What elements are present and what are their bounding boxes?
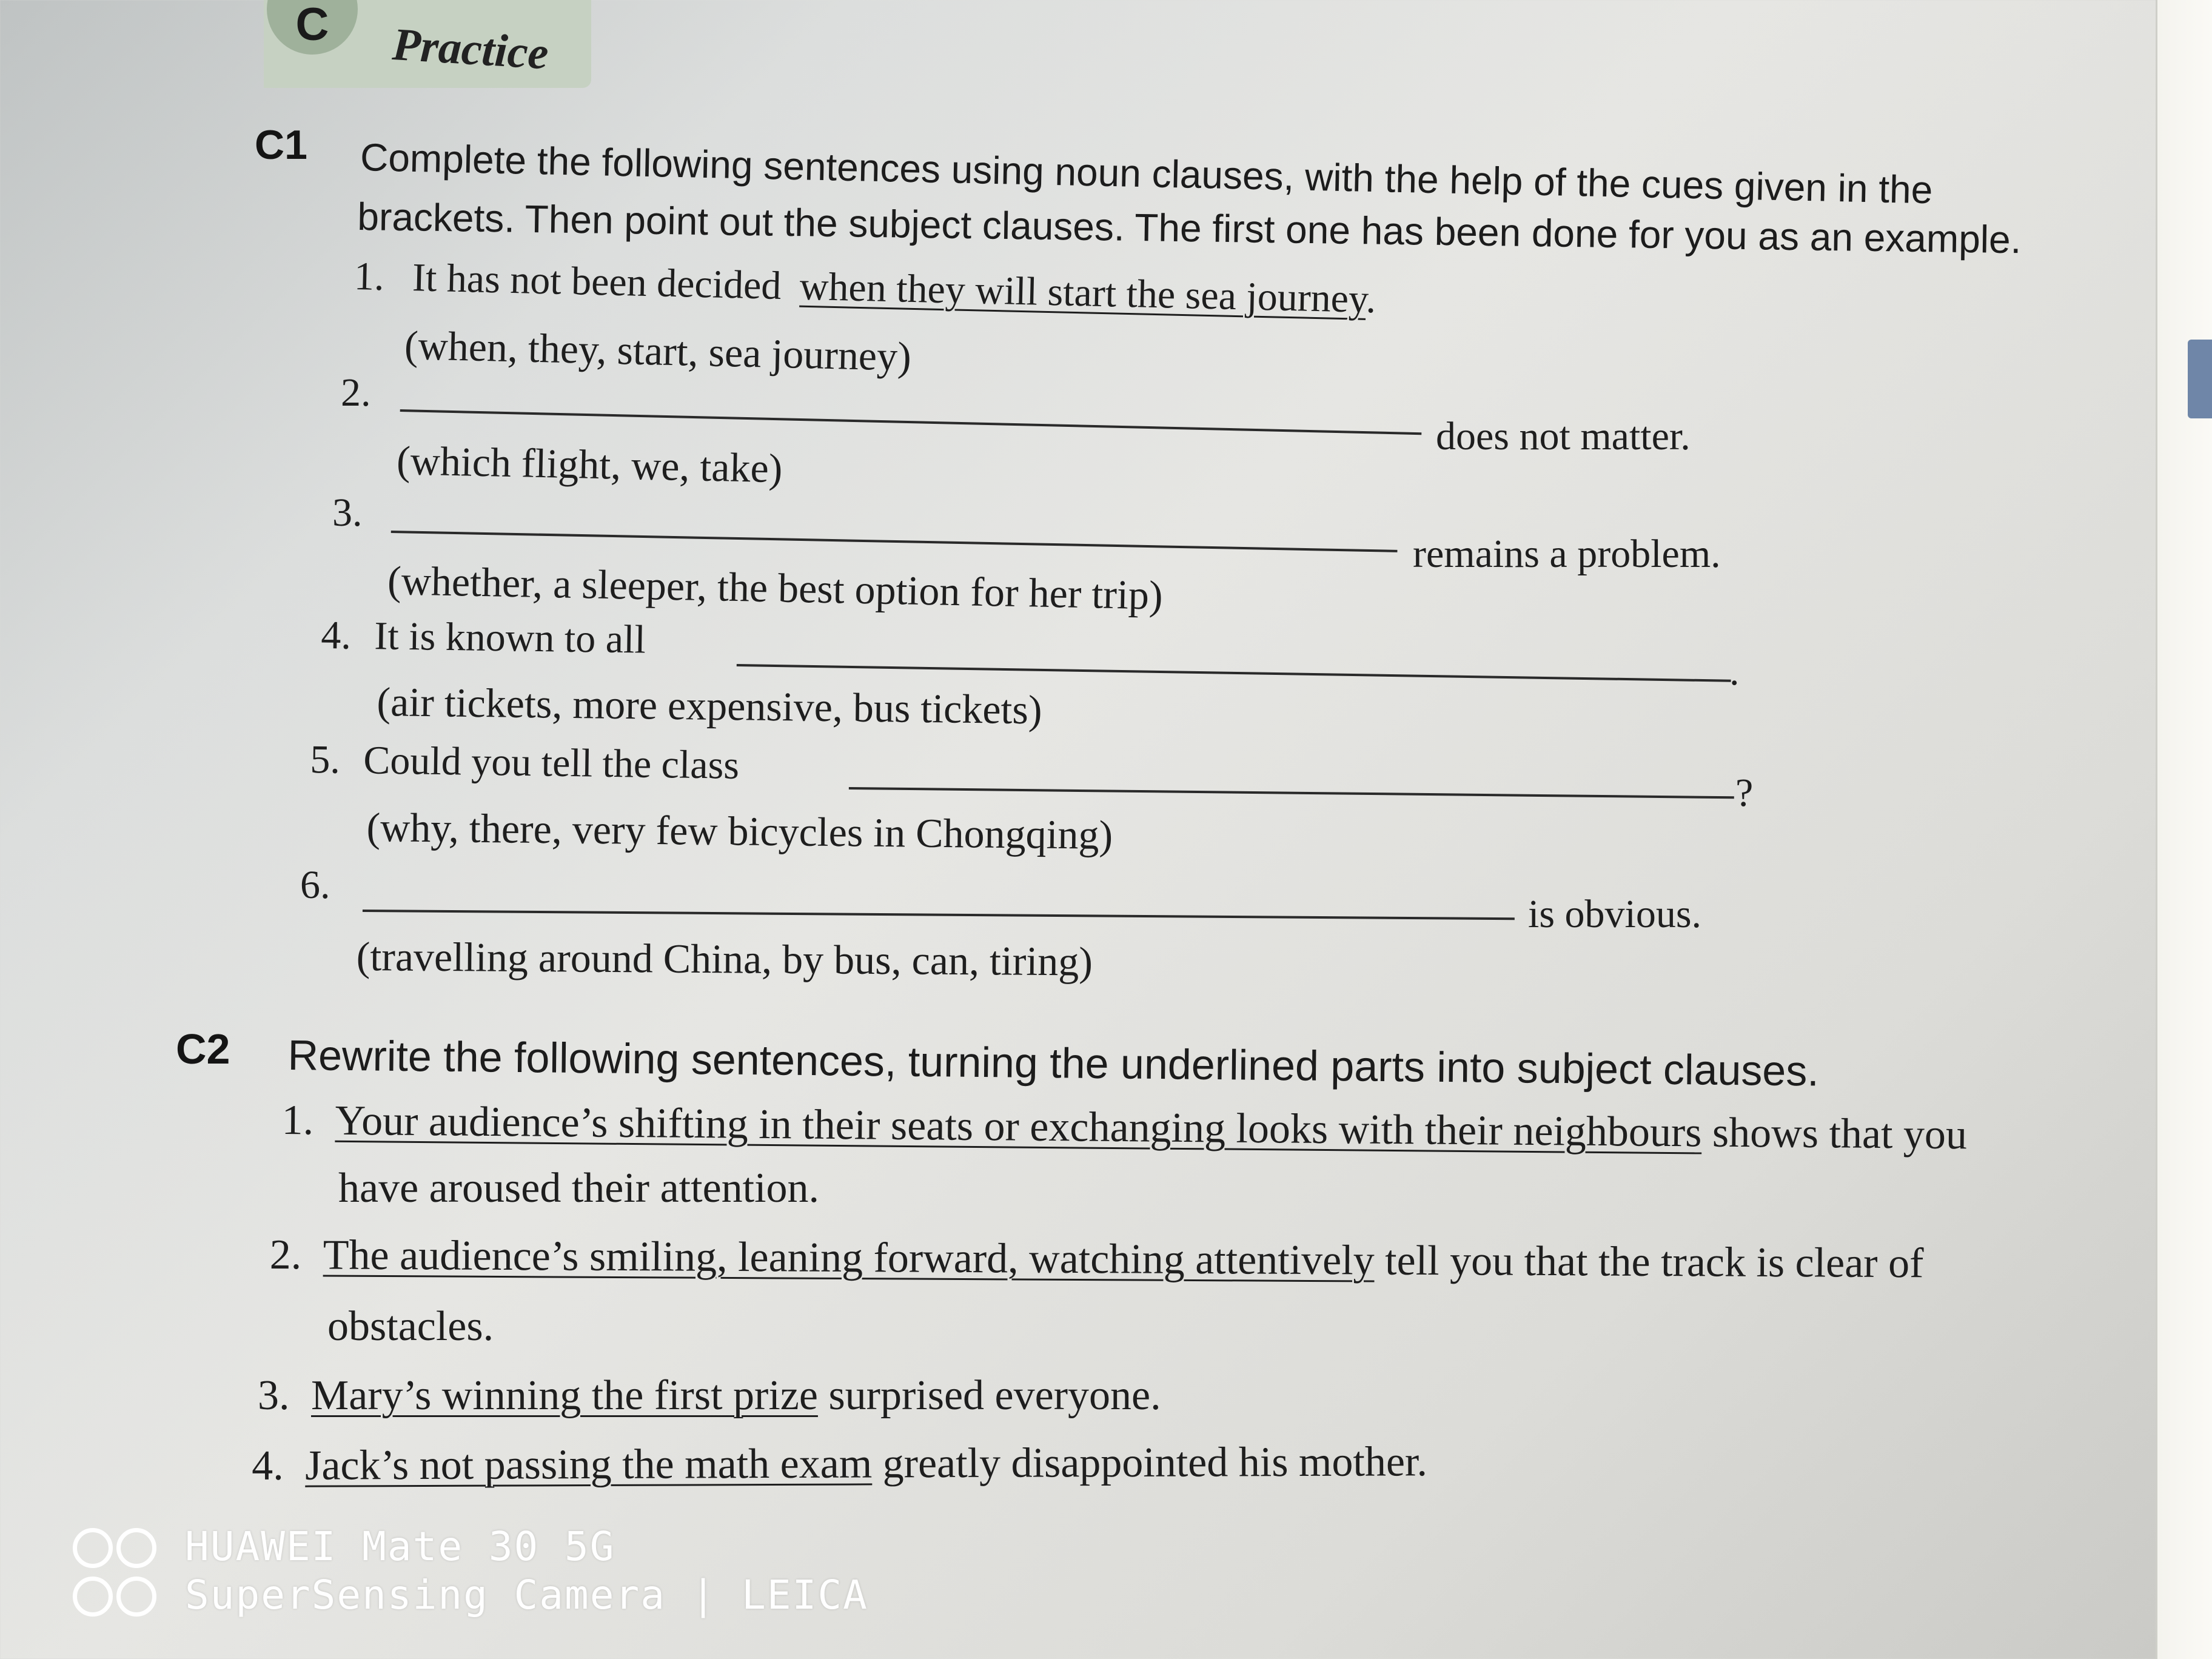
c1-item-6-number: 6. bbox=[300, 863, 330, 907]
c1-item-3-blank bbox=[391, 525, 1398, 552]
c2-item-1-rest: shows that you bbox=[1701, 1109, 1968, 1159]
c1-item-2-post: does not matter. bbox=[1436, 414, 1691, 458]
c2-item-4 bbox=[252, 1438, 1427, 1490]
c1-item-6-post: is obvious. bbox=[1528, 892, 1702, 936]
c1-instruction-line-1: Complete the following sentences using noun clauses, with the help of the cues given in the bbox=[360, 135, 1934, 212]
c2-item-3-underlined: Mary’s winning the first prize bbox=[311, 1372, 818, 1419]
c2-item-4-number: 4. bbox=[252, 1442, 284, 1489]
c1-item-5 bbox=[310, 737, 740, 789]
c1-item-5-number: 5. bbox=[309, 737, 341, 782]
c1-item-2-number: 2. bbox=[341, 370, 371, 415]
c1-item-2-hint: (which flight, we, take) bbox=[396, 437, 783, 492]
c2-item-3-number: 3. bbox=[258, 1372, 290, 1419]
c1-item-3-number: 3. bbox=[332, 491, 363, 535]
c1-item-5-pre: Could you tell the class bbox=[363, 738, 740, 788]
section-title: Practice bbox=[390, 18, 550, 79]
c2-item-1 bbox=[281, 1096, 1967, 1159]
c2-item-2-underlined: The audience’s smiling, leaning forward, watching attentively bbox=[323, 1232, 1375, 1284]
section-letter-badge: C bbox=[267, 0, 358, 55]
c1-instruction-line-2: brackets. Then point out the subject clauses. The first one has been done for you as an example. bbox=[357, 194, 2022, 262]
c1-item-4-blank bbox=[737, 658, 1731, 682]
next-page-edge bbox=[2156, 0, 2212, 1659]
c2-item-2 bbox=[270, 1231, 1924, 1288]
watermark-line-2: SuperSensing Camera | LEICA bbox=[185, 1572, 868, 1618]
c1-item-1-answer: when they will start the sea journey bbox=[799, 264, 1367, 321]
c2-item-2-number: 2. bbox=[269, 1232, 302, 1279]
exercise-c2-label: C2 bbox=[176, 1025, 230, 1073]
c2-item-1-number: 1. bbox=[281, 1097, 314, 1144]
c2-item-3 bbox=[258, 1372, 1161, 1420]
c1-item-1-number: 1. bbox=[354, 253, 385, 300]
c1-item-1 bbox=[354, 253, 1376, 323]
c1-item-1-pre: It has not been decided bbox=[412, 255, 782, 308]
c2-item-2-rest: tell you that the track is clear of bbox=[1374, 1237, 1924, 1287]
page-tab-marker bbox=[2188, 340, 2212, 418]
c2-item-4-underlined: Jack’s not passing the math exam bbox=[305, 1440, 873, 1489]
c1-item-5-post: ? bbox=[1735, 771, 1754, 815]
c1-item-1-post: . bbox=[1365, 276, 1377, 322]
c1-item-5-hint: (why, there, very few bicycles in Chongqing) bbox=[366, 804, 1113, 858]
c1-item-4 bbox=[321, 612, 646, 663]
c1-item-4-number: 4. bbox=[320, 612, 352, 658]
c2-item-3-rest: surprised everyone. bbox=[817, 1372, 1161, 1419]
c1-item-6-hint: (travelling around China, by bus, can, tiring) bbox=[356, 933, 1093, 985]
c1-item-6-blank bbox=[363, 903, 1515, 920]
c1-item-4-hint: (air tickets, more expensive, bus tickets) bbox=[377, 678, 1043, 733]
watermark-line-1: HUAWEI Mate 30 5G bbox=[185, 1523, 615, 1570]
c2-item-4-rest: greatly disappointed his mother. bbox=[872, 1438, 1428, 1487]
c1-item-4-post: . bbox=[1729, 649, 1740, 694]
c1-item-3-hint: (whether, a sleeper, the best option for her trip) bbox=[387, 557, 1164, 618]
c2-item-2-continuation: obstacles. bbox=[327, 1303, 494, 1350]
c1-item-3-post: remains a problem. bbox=[1413, 532, 1721, 576]
exercise-c1-label: C1 bbox=[255, 122, 307, 168]
c1-item-1-hint: (when, they, start, sea journey) bbox=[404, 321, 912, 380]
c2-item-1-continuation: have aroused their attention. bbox=[338, 1165, 820, 1212]
c2-instruction: Rewrite the following sentences, turning the underlined parts into subject clauses. bbox=[287, 1031, 1820, 1095]
c1-item-2-blank bbox=[400, 403, 1422, 435]
c2-item-1-underlined: Your audience’s shifting in their seats or exchanging looks with their neighbours bbox=[335, 1097, 1702, 1156]
c1-item-5-blank bbox=[849, 781, 1734, 799]
c1-item-4-pre: It is known to all bbox=[374, 614, 646, 662]
